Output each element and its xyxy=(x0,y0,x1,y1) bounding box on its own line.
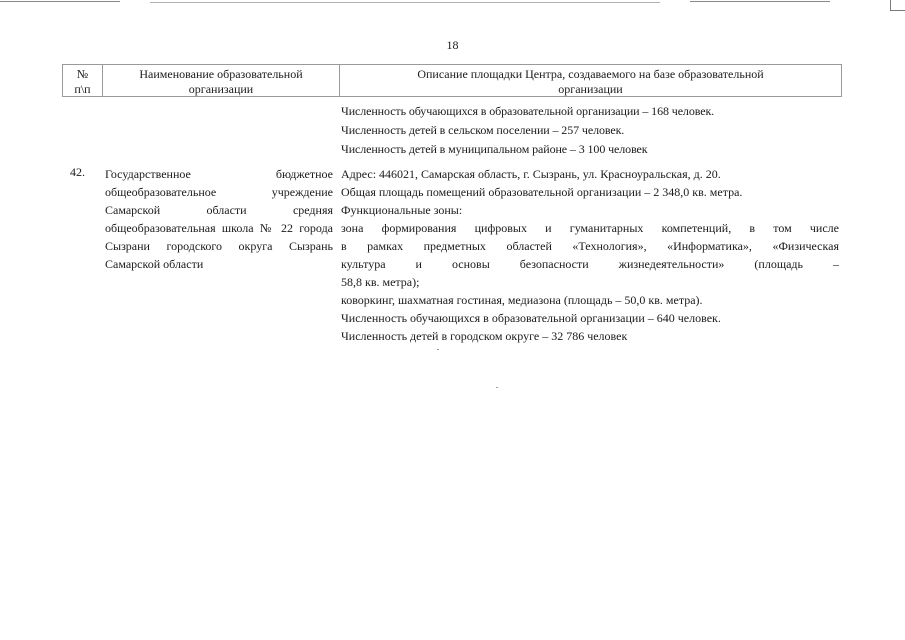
description-line: коворкинг, шахматная гостиная, медиазона (площадь – 50,0 кв. метра). xyxy=(341,293,703,307)
description-line: Адрес: 446021, Самарская область, г. Сызрань, ул. Красноуральская, д. 20. xyxy=(341,167,721,181)
header-description-column xyxy=(340,65,841,96)
scan-edge-line-right xyxy=(690,1,830,2)
description-line: культура и основы безопасности жизнедеятельности» (площадь – xyxy=(341,257,839,271)
description-line: в рамках предметных областей «Технология», «Информатика», «Физическая xyxy=(341,239,839,253)
description-line: Численность детей в городском округе – 32 786 человек xyxy=(341,329,628,343)
header-name-column xyxy=(103,65,340,96)
header-number-line-1: № xyxy=(76,67,89,81)
site-description xyxy=(341,165,839,345)
scan-speck xyxy=(496,387,498,388)
continuation-description xyxy=(341,102,841,159)
scan-speck xyxy=(437,349,439,350)
description-line: Функциональные зоны: xyxy=(341,203,463,217)
description-line: Численность обучающихся в образовательной организации – 640 человек. xyxy=(341,311,721,325)
scan-edge-line-left xyxy=(0,1,120,2)
entry-number: 42. xyxy=(70,165,85,179)
organization-name: Государственное бюджетное общеобразовательное учреждение Самарской области средняя общеобразовательная школа № 22 города Сызрани городского округа Сызрань Самарской области xyxy=(105,167,333,271)
table-header xyxy=(62,64,842,97)
scan-corner-mark xyxy=(890,0,905,11)
scan-edge-line-middle xyxy=(150,2,660,3)
page-number: 18 xyxy=(446,38,459,52)
description-line: 58,8 кв. метра); xyxy=(341,275,420,289)
description-line: зона формирования цифровых и гуманитарных компетенций, в том числе xyxy=(341,221,839,235)
header-number-line-2: п\п xyxy=(74,82,91,96)
continuation-line: Численность детей в сельском поселении – 257 человек. xyxy=(341,123,625,137)
header-description-line-1: Описание площадки Центра, создаваемого на базе образовательной xyxy=(417,67,764,81)
header-name-line-2: организации xyxy=(188,82,254,96)
header-number-column xyxy=(63,65,103,96)
continuation-line: Численность детей в муниципальном районе – 3 100 человек xyxy=(341,142,648,156)
header-name-line-1: Наименование образовательной xyxy=(139,67,303,81)
description-line: Общая площадь помещений образовательной организации – 2 348,0 кв. метра. xyxy=(341,185,743,199)
continuation-line: Численность обучающихся в образовательной организации – 168 человек. xyxy=(341,104,715,118)
header-description-line-2: организации xyxy=(558,82,623,96)
